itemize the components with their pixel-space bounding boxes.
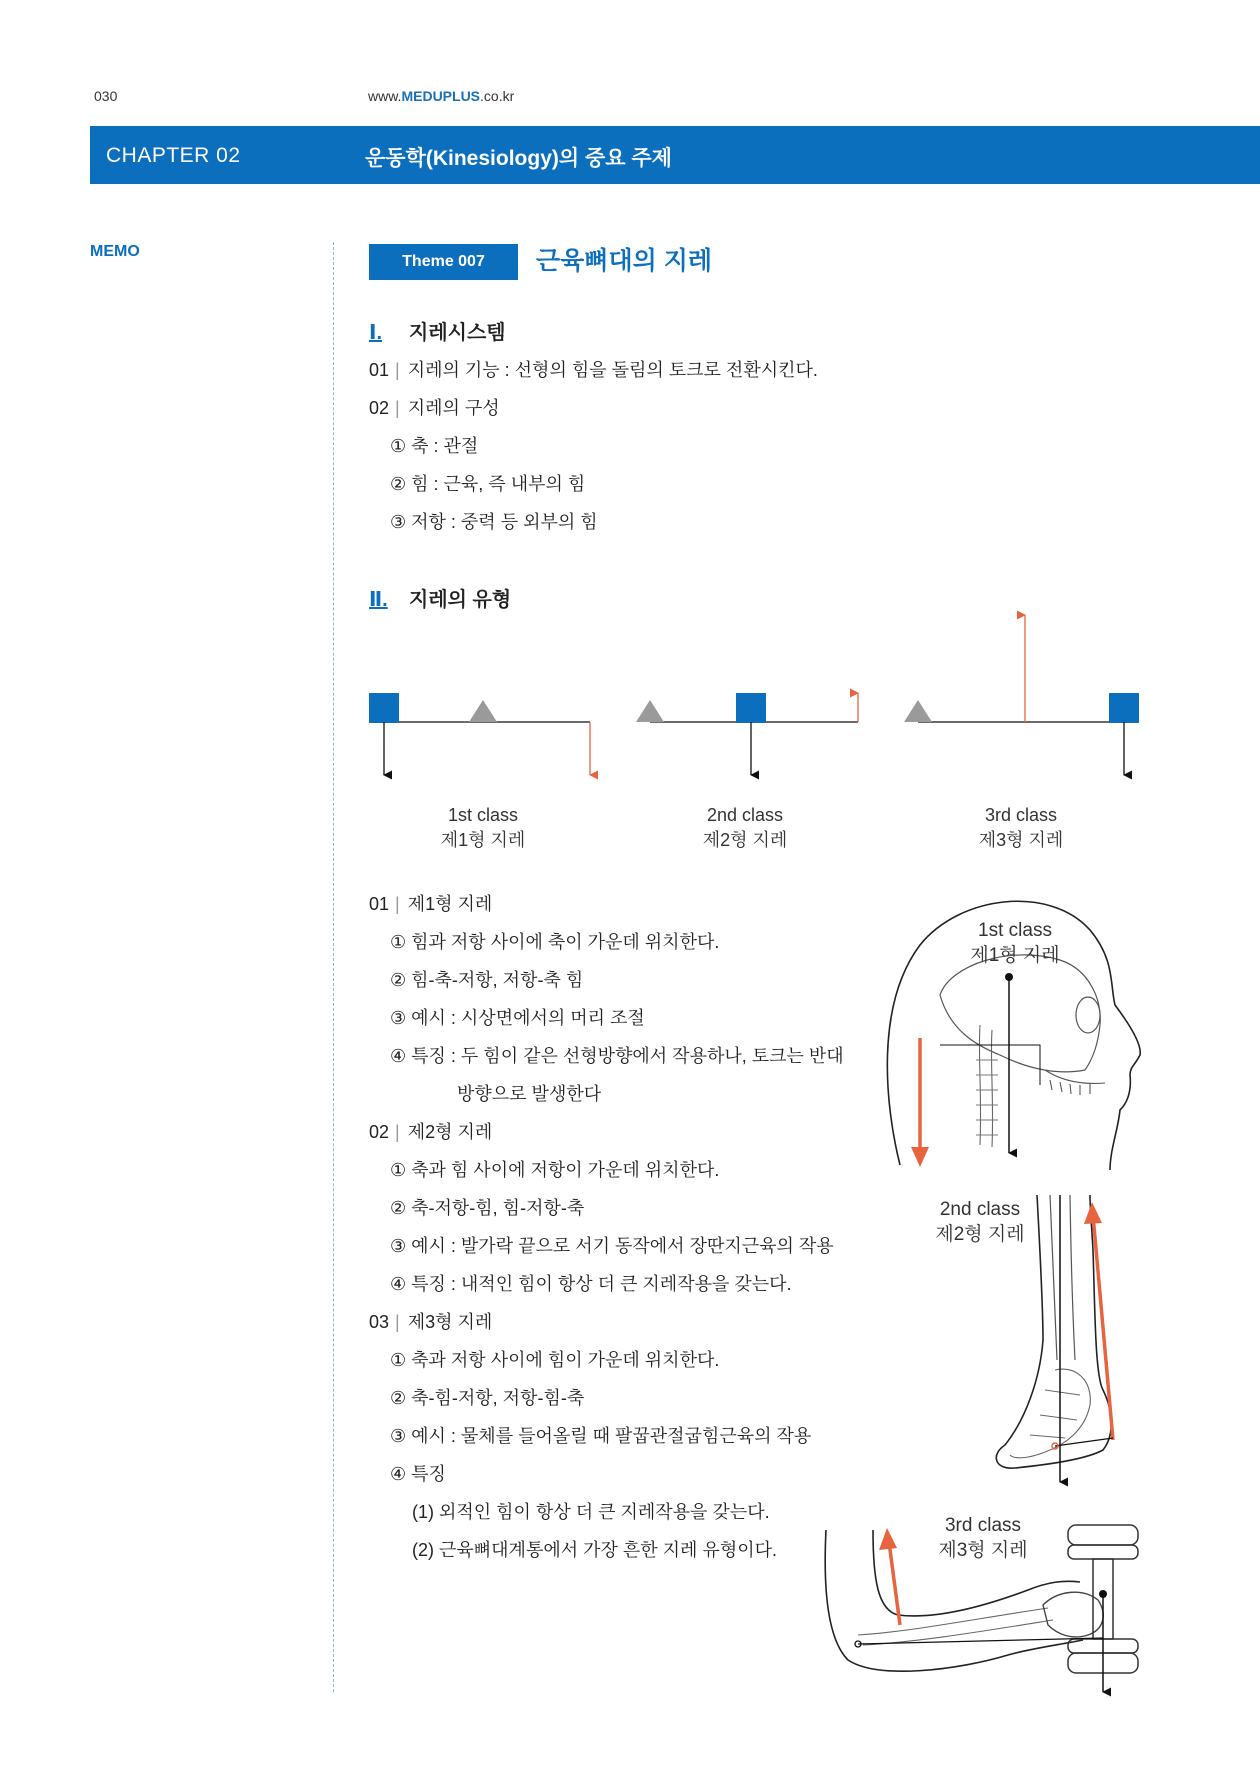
head-illustration-label (960, 918, 1070, 968)
group-divider: | (395, 894, 400, 914)
shin-bones (1050, 1195, 1075, 1360)
group-line: ③ 예시 : 시상면에서의 머리 조절 (390, 1008, 645, 1028)
diagram-label-en: 3rd class (984, 805, 1058, 825)
section1-item-01 (369, 356, 818, 382)
theme-badge: Theme 007 (369, 244, 518, 280)
section1-title: 지레시스템 (409, 322, 506, 344)
group-number: 02 (369, 1122, 390, 1142)
theme-title: 근육뼈대의 지레 (536, 247, 712, 275)
group-line: ① 힘과 저항 사이에 축이 가운데 위치한다. (390, 932, 720, 952)
group-heading-03 (369, 1308, 492, 1334)
group-heading-01 (369, 890, 492, 916)
foot-bones (1010, 1369, 1090, 1458)
diagram-label-2nd (665, 803, 825, 853)
page-number: 030 (94, 88, 118, 104)
illustration-label-en: 2nd class (939, 1199, 1021, 1220)
group-title: 제2형 지레 (407, 1122, 493, 1142)
teeth (1045, 1070, 1105, 1095)
group-number: 01 (369, 894, 390, 914)
resistance-block (736, 693, 766, 723)
diagram-label-en: 1st class (447, 805, 519, 825)
diagram-label-en: 2nd class (706, 805, 784, 825)
site-url[interactable] (368, 88, 514, 104)
item-divider: | (395, 398, 400, 418)
url-prefix: www. (368, 88, 402, 104)
lever-3rd-class (904, 615, 1139, 775)
illustration-label-ko: 제2형 지레 (935, 1224, 1025, 1245)
group-title: 제3형 지레 (407, 1312, 493, 1332)
lever-diagrams (360, 605, 1150, 795)
spine (979, 1025, 992, 1147)
group-line: ④ 특징 : 내적인 힘이 항상 더 큰 지레작용을 갖는다. (390, 1274, 792, 1294)
group-line: ④ 특징 : 두 힘이 같은 선형방향에서 작용하나, 토크는 반대 (390, 1046, 844, 1066)
item-number: 01 (369, 360, 390, 380)
group-line: ② 힘-축-저항, 저항-축 힘 (390, 970, 584, 990)
item-number: 02 (369, 398, 390, 418)
fulcrum-triangle (904, 700, 932, 722)
group-line: ③ 예시 : 물체를 들어올릴 때 팔꿉관절굽힘근육의 작용 (390, 1426, 812, 1446)
eye-socket (1076, 997, 1100, 1033)
section2-title: 지레의 유형 (409, 589, 512, 611)
force-arrow-arm (889, 1542, 900, 1625)
diagram-label-3rd (941, 803, 1101, 853)
section1-item-02 (369, 394, 500, 420)
group-line: (2) 근육뼈대계통에서 가장 흔한 지레 유형이다. (412, 1540, 777, 1560)
section1-number: Ⅰ. (369, 322, 382, 344)
diagram-label-ko: 제2형 지레 (702, 830, 788, 850)
group-line: ③ 예시 : 발가락 끝으로 서기 동작에서 장딴지근육의 작용 (390, 1236, 834, 1256)
group-line: ① 축과 힘 사이에 저항이 가운데 위치한다. (390, 1160, 720, 1180)
url-brand: MEDUPLUS (401, 88, 481, 104)
section1-subitem: ① 축 : 관절 (390, 436, 479, 456)
group-divider: | (395, 1312, 400, 1332)
group-divider: | (395, 1122, 400, 1142)
memo-label: MEMO (90, 243, 140, 260)
illustration-label-en: 3rd class (944, 1515, 1022, 1536)
section1-subitem: ③ 저항 : 중력 등 외부의 힘 (390, 512, 598, 532)
group-line: ① 축과 저항 사이에 힘이 가운데 위치한다. (390, 1350, 720, 1370)
illustration-label-en: 1st class (978, 920, 1052, 941)
lever-2nd-class (636, 693, 858, 775)
chapter-bar (90, 126, 1260, 184)
diagram-label-1st (403, 803, 563, 853)
chapter-title: 운동학(Kinesiology)의 중요 주제 (365, 147, 672, 170)
resistance-block (369, 693, 399, 723)
section1-heading (369, 316, 506, 345)
foot-illustration-label (925, 1197, 1035, 1247)
group-line: ④ 특징 (390, 1464, 446, 1484)
memo-divider (333, 242, 334, 1692)
lever-1st-class (369, 693, 590, 775)
chapter-label: CHAPTER 02 (106, 144, 241, 167)
fulcrum-triangle (636, 700, 664, 722)
group-line: ② 축-힘-저항, 저항-힘-축 (390, 1388, 585, 1408)
url-suffix: .co.kr (480, 88, 515, 104)
illustration-label-ko: 제1형 지레 (970, 945, 1060, 966)
group-line-continued: 방향으로 발생한다 (457, 1084, 602, 1104)
arm-illustration-label (928, 1513, 1038, 1563)
fulcrum-triangle (469, 700, 497, 722)
section2-number: Ⅱ. (369, 589, 388, 611)
group-title: 제1형 지레 (407, 894, 493, 914)
item-text: 지레의 구성 (407, 398, 500, 418)
diagram-label-ko: 제1형 지레 (440, 830, 526, 850)
hand (1043, 1592, 1103, 1637)
item-divider: | (395, 360, 400, 380)
section1-subitem: ② 힘 : 근육, 즉 내부의 힘 (390, 474, 586, 494)
illustration-label-ko: 제3형 지레 (938, 1540, 1028, 1561)
group-heading-02 (369, 1118, 492, 1144)
resistance-block (1109, 693, 1139, 723)
group-number: 03 (369, 1312, 390, 1332)
group-line: (1) 외적인 힘이 항상 더 큰 지레작용을 갖는다. (412, 1502, 770, 1522)
diagram-label-ko: 제3형 지레 (978, 830, 1064, 850)
item-text: 지레의 기능 : 선형의 힘을 돌림의 토크로 전환시킨다. (407, 360, 818, 380)
group-line: ② 축-저항-힘, 힘-저항-축 (390, 1198, 585, 1218)
dumbbell-top (1068, 1525, 1138, 1545)
